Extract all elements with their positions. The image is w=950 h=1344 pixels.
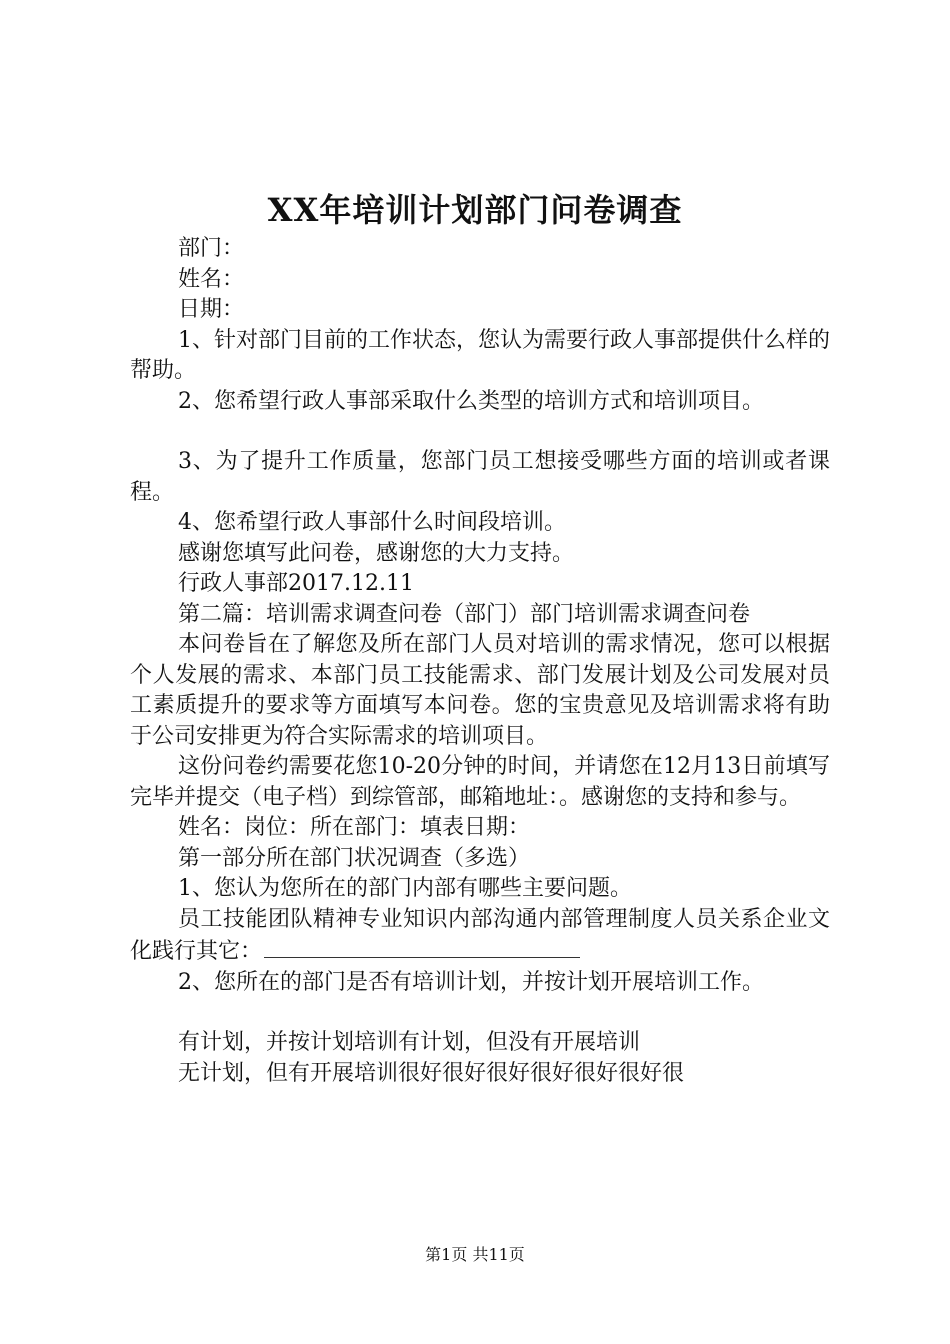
thanks-line: 感谢您填写此问卷，感谢您的大力支持。 <box>178 540 575 566</box>
field-name: 姓名： <box>178 266 245 292</box>
survey-options-1 <box>130 905 830 968</box>
field-department: 部门： <box>178 236 245 261</box>
document-body <box>130 234 830 1089</box>
page-footer: 第1页 共11页 <box>425 1245 525 1264</box>
survey-options-1-text: 员工技能团队精神专业知识内部沟通内部管理制度人员关系企业文化践行其它： <box>130 906 830 964</box>
signature-line: 行政人事部2017.12.11 <box>178 571 414 596</box>
other-blank-line <box>264 935 580 958</box>
question-2: 2、您希望行政人事部采取什么类型的培训方式和培训项目。 <box>178 388 764 414</box>
question-4: 4、您希望行政人事部什么时间段培训。 <box>178 510 566 535</box>
spacer <box>130 417 830 447</box>
survey-options-2b: 无计划，但有开展培训很好很好很好很好很好很好很 <box>178 1060 685 1086</box>
intro-paragraph: 本问卷旨在了解您及所在部门人员对培训的需求情况，您可以根据个人发展的需求、本部门员工技能需求、部门发展计划及公司发展对员工素质提升的要求等方面填写本问卷。您的宝贵意见及培训需求将有助于公司安排更为符合实际需求的培训项目。 <box>130 632 830 749</box>
time-paragraph: 这份问卷约需要花您10-20分钟的时间，并请您在12月13日前填写完毕并提交（电子档）到综管部，邮箱地址：。感谢您的支持和参与。 <box>130 754 830 810</box>
part-one-heading: 第一部分所在部门状况调查（多选） <box>178 845 531 871</box>
question-3: 3、为了提升工作质量，您部门员工想接受哪些方面的培训或者课程。 <box>130 449 830 505</box>
document-title: XX年培训计划部门问卷调查 <box>267 191 683 229</box>
survey-question-1: 1、您认为您所在的部门内部有哪些主要问题。 <box>178 876 632 901</box>
survey-question-2: 2、您所在的部门是否有培训计划，并按计划开展培训工作。 <box>178 969 764 995</box>
survey-options-2a: 有计划，并按计划培训有计划，但没有开展培训 <box>178 1030 641 1055</box>
question-1: 1、针对部门目前的工作状态，您认为需要行政人事部提供什么样的帮助。 <box>130 327 830 383</box>
field-date: 日期： <box>178 297 245 322</box>
section-two-heading: 第二篇：培训需求调查问卷（部门）部门培训需求调查问卷 <box>178 601 751 627</box>
spacer <box>130 998 830 1028</box>
respondent-fields: 姓名：岗位：所在部门：填表日期： <box>178 815 531 840</box>
